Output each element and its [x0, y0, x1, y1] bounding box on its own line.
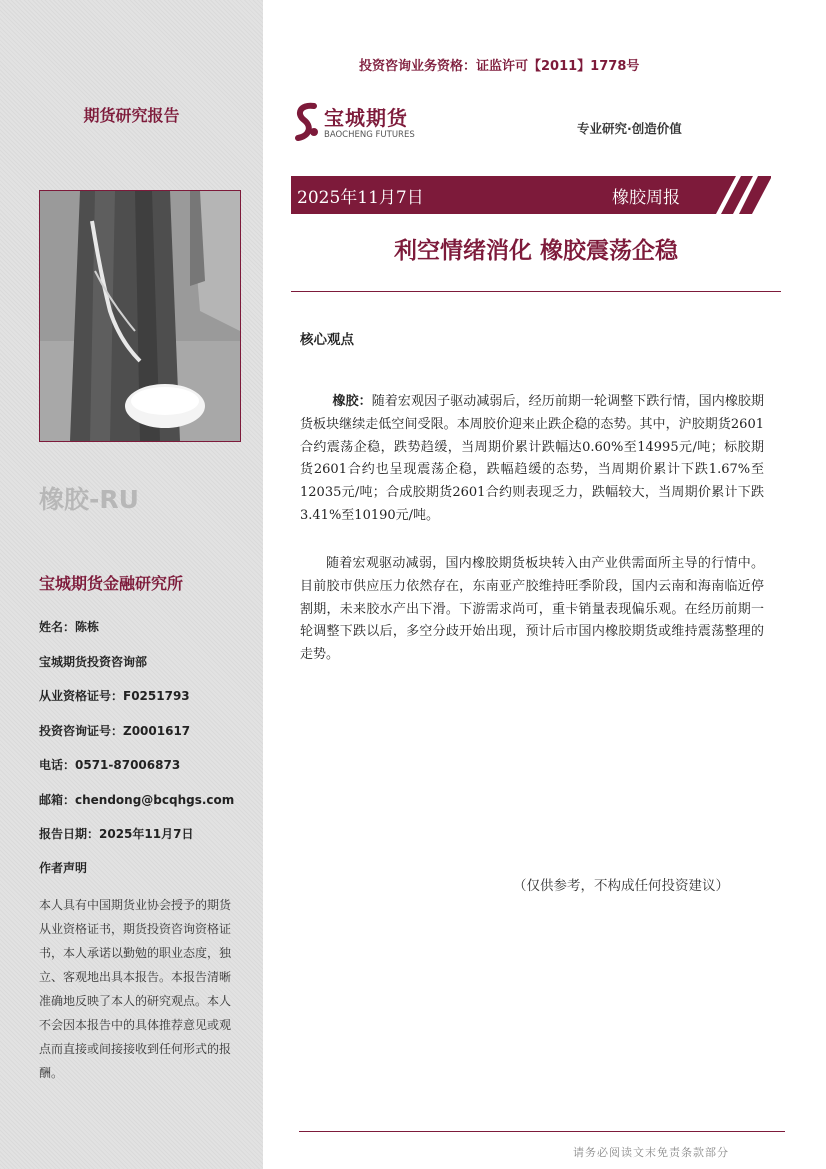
logo-text-cn: 宝城期货: [324, 106, 408, 130]
paragraph-1-lead: 橡胶：: [332, 394, 372, 409]
section-title: 核心观点: [300, 332, 354, 348]
institute-name: 宝城期货金融研究所: [39, 574, 184, 593]
product-label: 橡胶-RU: [39, 485, 139, 514]
paragraph-1-text: 随着宏观因子驱动减弱后，经历前期一轮调整下跌行情，国内橡胶期货板块继续走低空间受限。本周胶价迎来止跌企稳的态势。其中，沪胶期货2601合约震荡企稳，跌势趋缓，当周期价累计跌幅达0.60%至14995元/吨；标胶期货2601合约也呈现震荡企稳，跌幅趋缓的态势，当周期价累计下跌1.67%至12035元/吨；合成胶期货2601合约则表现乏力，跌幅较大，当周期价累计下跌3.41%至10190元/吨。: [300, 394, 764, 523]
banner-date: 2025年11月7日: [297, 188, 424, 208]
author-statement-title: 作者声明: [39, 861, 88, 875]
paragraph-2: 随着宏观驱动减弱，国内橡胶期货板块转入由产业供需面所主导的行情中。目前胶市供应压力依然存在，东南亚产胶维持旺季阶段，国内云南和海南临近停割期，未来胶水产出下滑。下游需求尚可，重卡销量表现偏乐观。在经历前期一轮调整下跌以后，多空分歧开始出现，预计后市国内橡胶期货或维持震荡整理的走势。: [300, 556, 764, 663]
qualification-number: 从业资格证号：F0251793: [39, 689, 190, 703]
headline: 利空情绪消化 橡胶震荡企稳: [393, 238, 678, 264]
consulting-number: 投资咨询证号：Z0001617: [39, 724, 191, 738]
logo-text-en: BAOCHENG FUTURES: [324, 130, 415, 140]
tagline: 专业研究·创造价值: [577, 121, 682, 136]
report-date: 报告日期：2025年11月7日: [39, 827, 194, 841]
footer-note: 请务必阅读文末免责条款部分: [573, 1146, 729, 1159]
rubber-tree-image: [40, 191, 240, 441]
logo-mark-icon: [292, 102, 320, 142]
phone: 电话：0571-87006873: [39, 758, 181, 772]
disclaimer: （仅供参考，不构成任何投资建议）: [513, 878, 729, 894]
paragraph-1: [300, 391, 764, 528]
department: 宝城期货投资咨询部: [39, 655, 148, 669]
headline-divider: [291, 291, 781, 292]
license-line: 投资咨询业务资格：证监许可【2011】1778号: [359, 59, 640, 74]
author-statement-body: 本人具有中国期货业协会授予的期货从业资格证书，期货投资咨询资格证书，本人承诺以勤勉的职业态度，独立、客观地出具本报告。本报告清晰准确地反映了本人的研究观点。本人不会因本报告中的具体推荐意见或观点而直接或间接接收到任何形式的报酬。: [39, 898, 232, 1080]
company-logo: [292, 102, 442, 146]
analyst-name: 姓名：陈栋: [39, 620, 100, 634]
rubber-tree-photo: [39, 190, 241, 442]
banner-report-name: 橡胶周报: [612, 188, 680, 208]
report-type-label: 期货研究报告: [83, 106, 180, 125]
footer-divider: [299, 1131, 785, 1132]
email: 邮箱：chendong@bcqhgs.com: [39, 793, 235, 807]
